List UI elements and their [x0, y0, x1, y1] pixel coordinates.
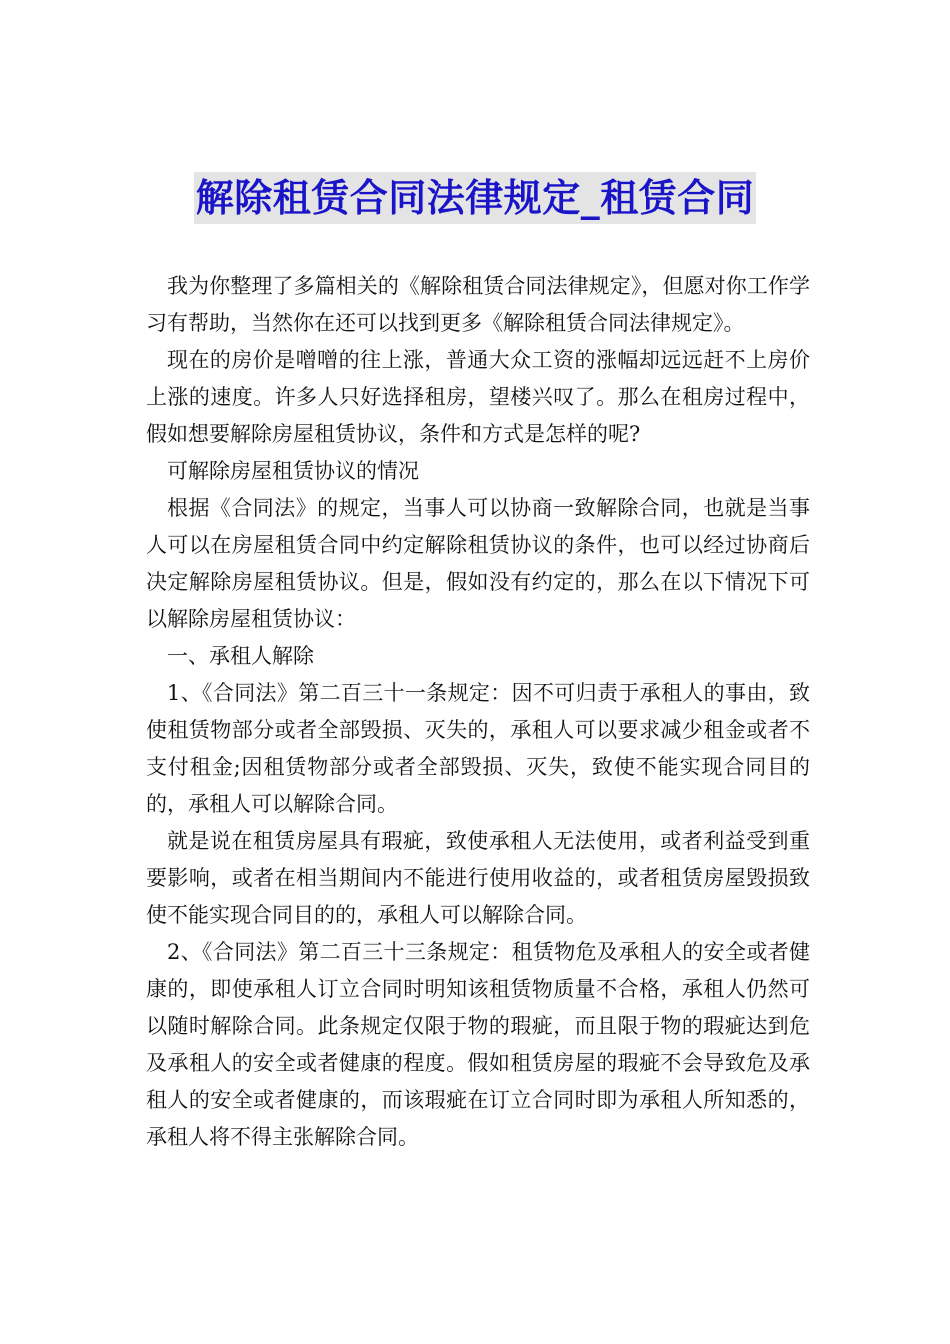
context-paragraph: 现在的房价是噌噌的往上涨，普通大众工资的涨幅却远远赶不上房价上涨的速度。许多人只好选择租房，望楼兴叹了。那么在租房过程中，假如想要解除房屋租赁协议，条件和方式是怎样的呢? — [146, 348, 810, 446]
legal-basis-paragraph: 根据《合同法》的规定，当事人可以协商一致解除合同，也就是当事人可以在房屋租赁合同中约定解除租赁协议的条件，也可以经过协商后决定解除房屋租赁协议。但是，假如没有约定的，那么在以下情况下可以解除房屋租赁协议： — [146, 496, 810, 631]
explanation-paragraph: 就是说在租赁房屋具有瑕疵，致使承租人无法使用，或者利益受到重要影响，或者在相当期间内不能进行使用收益的，或者租赁房屋毁损致使不能实现合同目的的，承租人可以解除合同。 — [146, 829, 810, 927]
subsection-heading: 一、承租人解除 — [167, 644, 314, 668]
intro-paragraph: 我为你整理了多篇相关的《解除租赁合同法律规定》，但愿对你工作学习有帮助，当然你在还可以找到更多《解除租赁合同法律规定》。 — [146, 274, 810, 335]
article-233-paragraph: 2、《合同法》第二百三十三条规定：租赁物危及承租人的安全或者健康的，即使承租人订立合同时明知该租赁物质量不合格，承租人仍然可以随时解除合同。此条规定仅限于物的瑕疵，而且限于物的瑕疵达到危及承租人的安全或者健康的程度。假如租赁房屋的瑕疵不会导致危及承租人的安全或者健康的，而该瑕疵在订立合同时即为承租人所知悉的，承租人将不得主张解除合同。 — [146, 940, 810, 1149]
section-heading: 可解除房屋租赁协议的情况 — [167, 459, 419, 483]
title-container — [0, 172, 950, 224]
document-title: 解除租赁合同法律规定_租赁合同 — [194, 172, 757, 224]
document-body — [146, 268, 810, 1156]
article-231-paragraph: 1、《合同法》第二百三十一条规定：因不可归责于承租人的事由，致使租赁物部分或者全部毁损、灭失的，承租人可以要求减少租金或者不支付租金;因租赁物部分或者全部毁损、灭失，致使不能实现合同目的的，承租人可以解除合同。 — [146, 681, 810, 816]
